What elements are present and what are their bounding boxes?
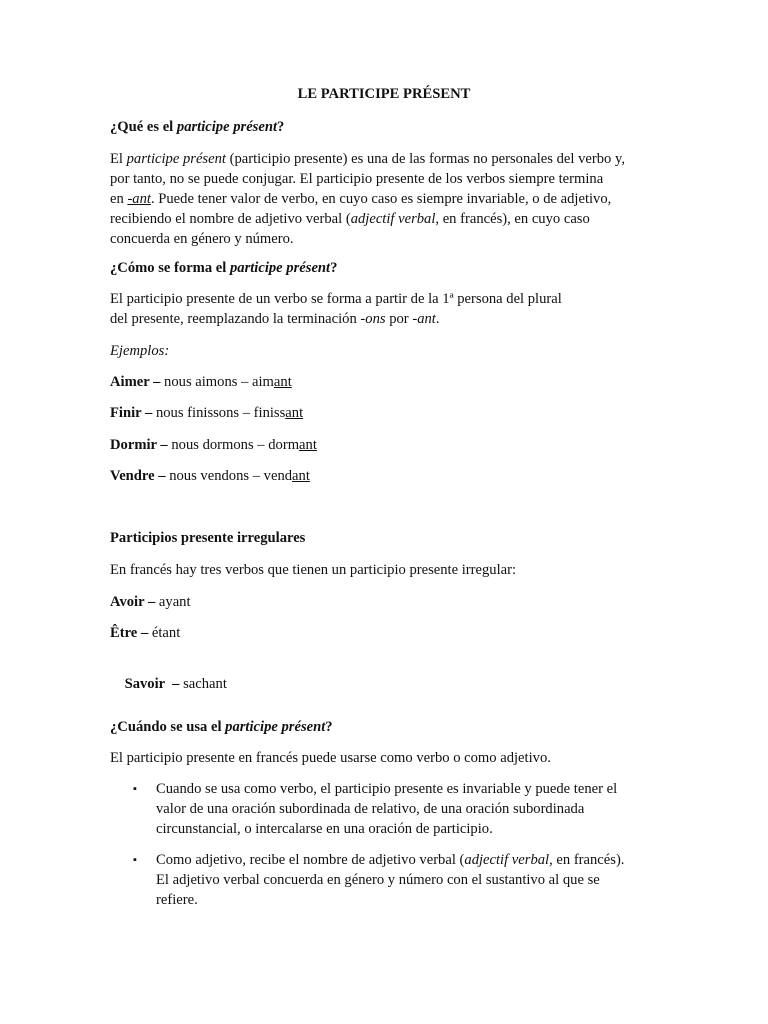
irregular-form: sachant [179,676,227,692]
formation-paragraph [110,289,670,329]
text-run: , en francés). [549,852,625,868]
example-row [110,466,670,486]
irregular-dash: – [137,625,149,641]
irregular-dash: – [164,676,180,692]
square-bullet-icon: ▪ [133,783,137,795]
text-run: en [110,191,128,207]
example-ending: ant [299,437,317,453]
definition-line-5: concuerda en género y número. [110,231,294,247]
question-1-prefix: ¿Qué es el [110,119,177,135]
text-run: . Puede tener valor de verbo, en cuyo caso es siempre invariable, o de adjetivo, [150,191,612,207]
bullet-text [156,779,666,839]
irregular-verb: Être [110,625,138,641]
examples-label: Ejemplos: [110,343,170,359]
definition-paragraph [110,149,670,249]
question-1-suffix: ? [277,119,285,135]
irregular-verb: Avoir [110,594,145,610]
bullet-line: Cuando se usa como verbo, el participio presente es invariable y puede tener el [156,781,618,797]
ending-ons: -ons [360,311,386,327]
example-dash: – [154,468,166,484]
definition-line-1 [110,149,670,169]
page-title: LE PARTICIPE PRÉSENT [297,86,471,102]
bullet-item-adjective-usage [133,850,673,912]
example-verb: Dormir [110,437,157,453]
text-run: (participio presente) es una de las formas no personales del verbo y, [225,151,625,167]
irregular-heading: Participios presente irregulares [110,530,306,546]
question-heading-2 [110,258,670,278]
text-run: , en francés), en cuyo caso [435,211,590,227]
bullet-line [156,850,666,870]
ending-ant-underlined: -ant [127,191,151,207]
definition-line-4 [110,209,670,229]
example-ending: ant [292,468,310,484]
example-row [110,372,670,392]
term-italic: participe présent [126,151,226,167]
question-2-prefix: ¿Cómo se forma el [110,260,230,276]
example-dash: – [141,405,153,421]
question-3-prefix: ¿Cuándo se usa el [110,719,226,735]
bullet-text [156,850,666,910]
example-verb: Aimer [110,374,150,390]
question-3-suffix: ? [325,719,333,735]
irregular-row [110,592,670,612]
example-ending: ant [285,405,304,421]
irregular-dash: – [144,594,156,610]
question-heading-3 [110,717,670,737]
text-run: del presente, reemplazando la terminación [110,311,361,327]
bullet-item-verb-usage [133,779,673,841]
formation-line-2 [110,309,670,329]
example-row [110,435,670,455]
question-heading-1 [110,117,670,137]
question-1-term: participe présent [176,119,278,135]
term-italic: adjectif verbal [350,211,436,227]
definition-line-3 [110,189,670,209]
irregular-form: étant [148,625,181,641]
question-2-suffix: ? [330,260,338,276]
example-verb: Vendre [110,468,155,484]
example-ending: ant [273,374,292,390]
ending-ant: -ant [412,311,436,327]
example-conjugation: nous finissons – finiss [152,405,286,421]
text-run: por [385,311,413,327]
definition-line-2: por tanto, no se puede conjugar. El participio presente de los verbos siempre termina [110,171,604,187]
text-run: recibiendo el nombre de adjetivo verbal ( [110,211,351,227]
text-run: Como adjetivo, recibe el nombre de adjetivo verbal ( [156,852,465,868]
bullet-line: El adjetivo verbal concuerda en género y número con el sustantivo al que se [156,872,600,888]
text-run: . [435,311,440,327]
irregular-intro: En francés hay tres verbos que tienen un participio presente irregular: [110,562,517,578]
usage-intro: El participio presente en francés puede usarse como verbo o como adjetivo. [110,750,551,766]
question-3-term: participe présent [225,719,326,735]
bullet-line: refiere. [156,892,198,908]
irregular-row [110,654,670,714]
bullet-line: valor de una oración subordinada de relativo, de una oración subordinada [156,801,585,817]
term-italic: adjectif verbal [464,852,550,868]
example-conjugation: nous aimons – aim [160,374,274,390]
bullet-line: circunstancial, o intercalarse en una oración de participio. [156,821,493,837]
question-2-term: participe présent [229,260,331,276]
example-dash: – [156,437,168,453]
irregular-verb: Savoir [124,676,165,692]
irregular-form: ayant [155,594,191,610]
example-dash: – [149,374,161,390]
example-conjugation: nous dormons – dorm [167,437,300,453]
text-run: El [110,151,127,167]
example-conjugation: nous vendons – vend [165,468,293,484]
irregular-row [110,623,670,643]
example-verb: Finir [110,405,142,421]
example-row [110,403,670,423]
formation-line-1: El participio presente de un verbo se forma a partir de la 1ª persona del plural [110,291,562,307]
square-bullet-icon: ▪ [133,854,137,866]
